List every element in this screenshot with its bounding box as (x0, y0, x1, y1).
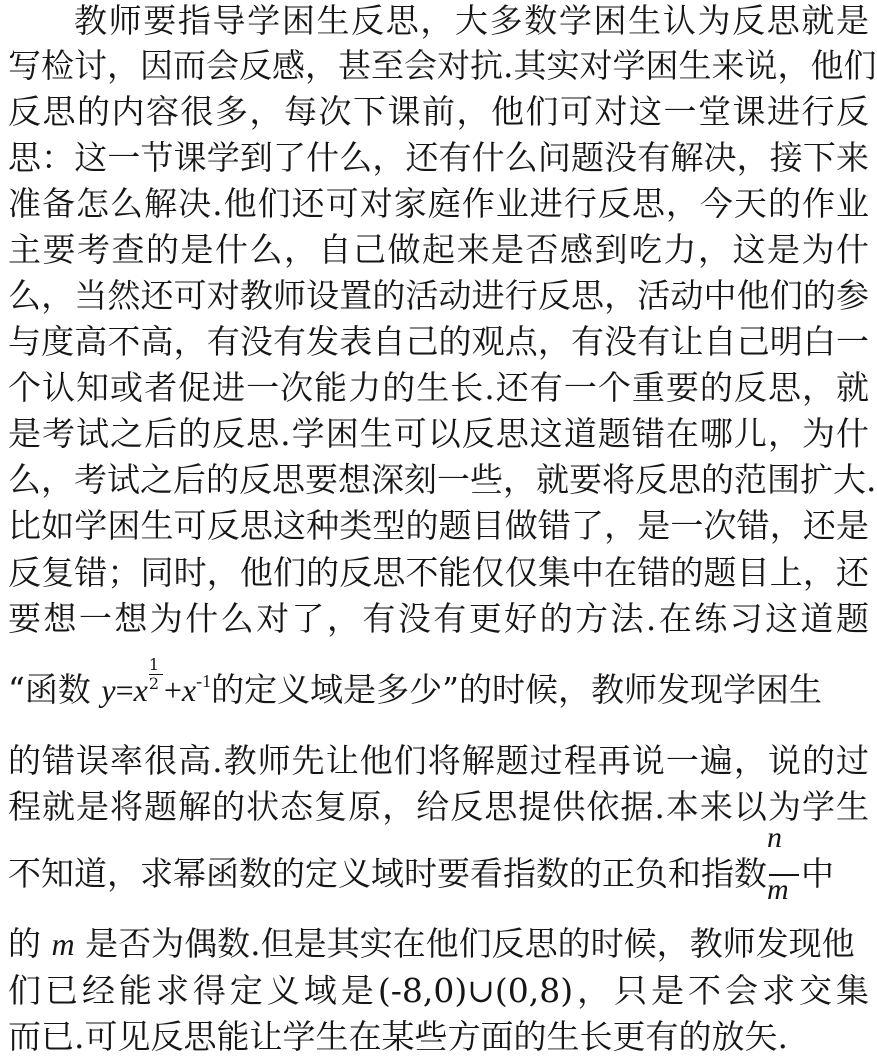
text-line: 是考试之后的反思.学困生可以反思这道题错在哪儿，为什 (8, 414, 869, 453)
text-line: 的错误率很高.教师先让他们将解题过程再说一遍，说的过 (8, 741, 869, 780)
fraction-n-over-m (767, 821, 801, 906)
text-line: 写检讨，因而会反感，甚至会对抗.其实对学困生来说，他们 (8, 46, 877, 85)
text-line: 准备怎么解决.他们还可对家庭作业进行反思，今天的作业 (8, 184, 869, 223)
formula-line (8, 654, 869, 715)
text-line: 思：这一节课学到了什么，还有什么问题没有解决，接下来 (8, 138, 869, 177)
fraction-line (8, 821, 869, 906)
text-line: 们已经能求得定义域是(-8,0)∪(0,8)，只是不会求交集 (8, 971, 869, 1010)
text-fragment: 的 (8, 924, 52, 963)
fraction-denominator: m (767, 873, 789, 906)
math-variable-y: y (101, 672, 116, 708)
text-line: 与度高不高，有没有发表自己的观点，有没有让自己明白一 (8, 322, 869, 361)
text-line: 比如学困生可反思这种类型的题目做错了，是一次错，还是 (8, 506, 869, 545)
text-fragment: 不知道，求幂函数的定义域时要看指数的正负和指数 (8, 854, 767, 893)
text-line: 么，考试之后的反思要想深刻一些，就要将反思的范围扩大. (8, 460, 877, 499)
exponent-fraction (148, 654, 163, 693)
text-line: 程就是将题解的状态复原，给反思提供依据.本来以为学生 (8, 787, 869, 826)
text-line: 么，当然还可对教师设置的活动进行反思，活动中他们的参 (8, 276, 869, 315)
text-fragment: “函数 (8, 670, 102, 709)
math-exponent: -1 (196, 671, 212, 691)
text-fragment: 中 (801, 854, 834, 893)
math-variable-m: m (51, 926, 75, 962)
text-line: 要想一想为什么对了，有没有更好的方法.在练习这道题 (8, 599, 869, 638)
math-variable-x: x (181, 672, 197, 708)
math-equals: = (115, 672, 134, 708)
math-variable-x: x (133, 672, 148, 708)
text-line: 反思的内容很多，每次下课前，他们可对这一堂课进行反 (8, 92, 869, 131)
text-line: 教师要指导学困生反思，大多数学困生认为反思就是 (74, 1, 869, 40)
exponent-denominator: 2 (148, 673, 160, 693)
text-fragment: 是否为偶数.但是其实在他们反思的时候，教师发现他 (74, 924, 855, 963)
text-fragment: 的定义域是多少”的时候，教师发现学困生 (211, 670, 822, 709)
exponent-numerator: 1 (148, 654, 160, 674)
math-plus: + (163, 672, 182, 708)
text-line: 而已.可见反思能让学生在某些方面的生长更有的放矢. (8, 1017, 788, 1056)
text-line: 个认知或者促进一次能力的生长.还有一个重要的反思，就 (8, 368, 869, 407)
text-line (8, 919, 869, 969)
text-line: 主要考查的是什么，自己做起来是否感到吃力，这是为什 (8, 230, 869, 269)
text-line: 反复错；同时，他们的反思不能仅仅集中在错的题目上，还 (8, 553, 869, 592)
fraction-numerator: n (767, 821, 782, 854)
